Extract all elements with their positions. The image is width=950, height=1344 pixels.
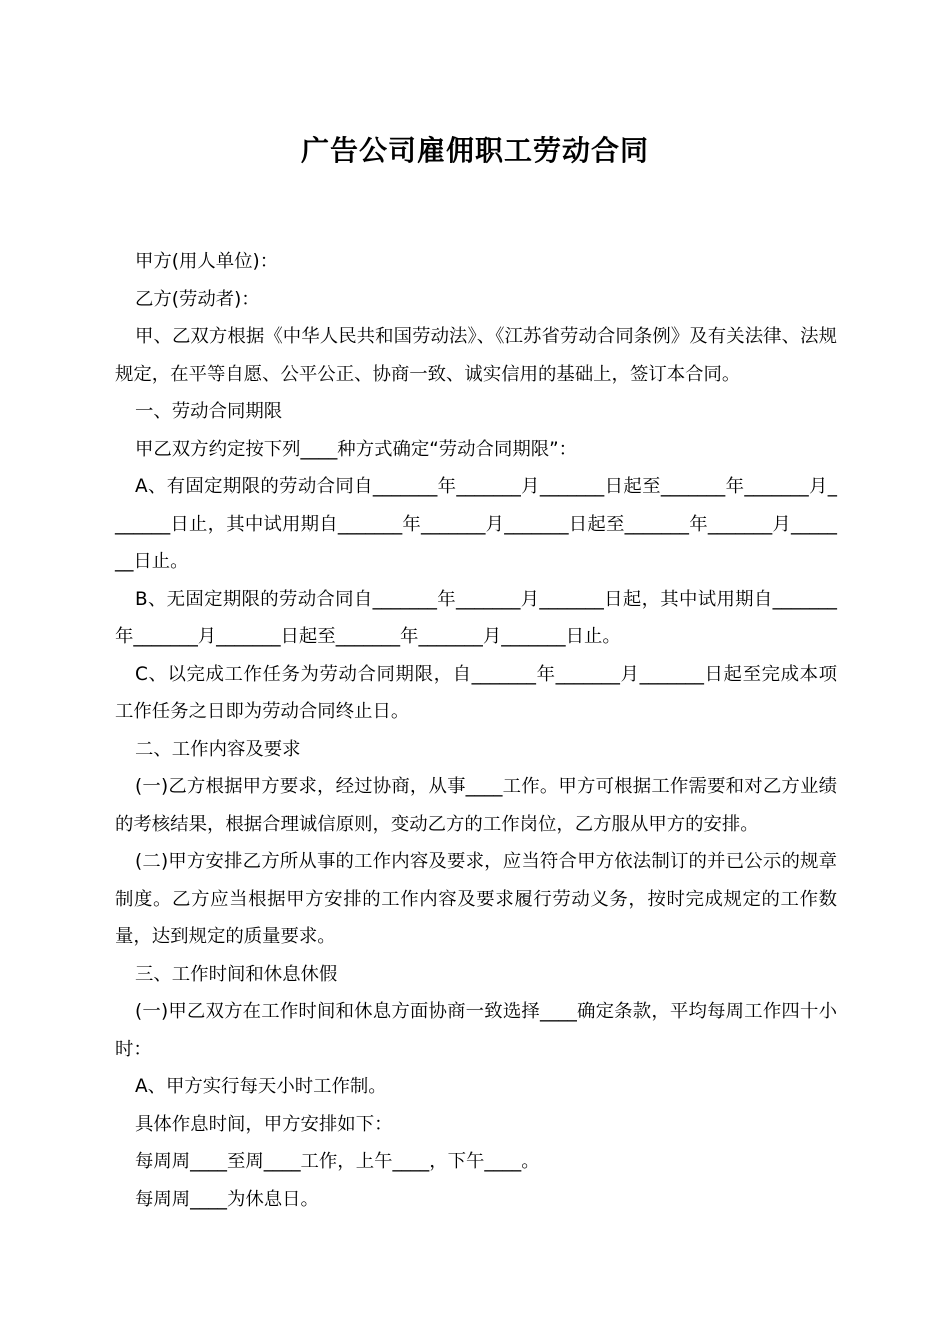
work-clause-2: (二)甲方安排乙方所从事的工作内容及要求，应当符合甲方依法制订的并已公示的规章制度。乙方应当根据甲方安排的工作内容及要求履行劳动义务，按时完成规定的工作数量，达到规定的质量要求。 [115, 851, 837, 947]
option-c-paragraph: C、以完成工作任务为劳动合同期限，自_______年_______月_______日起至完成本项工作任务之日即为劳动合同终止日。 [115, 663, 837, 722]
work-clause-1: (一)乙方根据甲方要求，经过协商，从事____工作。甲方可根据工作需要和对乙方业绩的考核结果，根据合理诚信原则，变动乙方的工作岗位，乙方服从甲方的安排。 [115, 776, 837, 835]
term-method-paragraph: 甲乙双方约定按下列____种方式确定“劳动合同期限”： [135, 438, 578, 460]
party-a-line: 甲方(用人单位)： [135, 251, 279, 272]
hours-clause-1: (一)甲乙双方在工作时间和休息方面协商一致选择____确定条款，平均每周工作四十小时： [115, 1001, 837, 1060]
party-b-line: 乙方(劳动者)： [135, 288, 260, 310]
option-b-paragraph: B、无固定期限的劳动合同自_______年_______月_______日起，其中试用期自_______年_______月_______日起至_______年_______月_______日止。 [115, 588, 837, 647]
section-heading-term: 一、劳动合同期限 [135, 401, 283, 422]
section-heading-work: 二、工作内容及要求 [135, 738, 301, 760]
schedule-workdays: 每周周____至周____工作，上午____，下午____。 [135, 1151, 540, 1172]
schedule-intro: 具体作息时间，甲方安排如下： [135, 1113, 393, 1135]
section-heading-hours: 三、工作时间和休息休假 [135, 963, 338, 985]
hours-option-a: A、甲方实行每天小时工作制。 [135, 1076, 387, 1097]
document-body [115, 243, 837, 1218]
preamble-paragraph: 甲、乙双方根据《中华人民共和国劳动法》、《江苏省劳动合同条例》及有关法律、法规规定，在平等自愿、公平公正、协商一致、诚实信用的基础上，签订本合同。 [115, 326, 837, 385]
document-title: 广告公司雇佣职工劳动合同 [300, 134, 649, 167]
schedule-restday: 每周周____为休息日。 [135, 1188, 319, 1210]
option-a-paragraph: A、有固定期限的劳动合同自_______年_______月_______日起至_______年_______月_______日止，其中试用期自_______年_______月_______日起至_______年_______月_______日止。 [115, 476, 837, 572]
